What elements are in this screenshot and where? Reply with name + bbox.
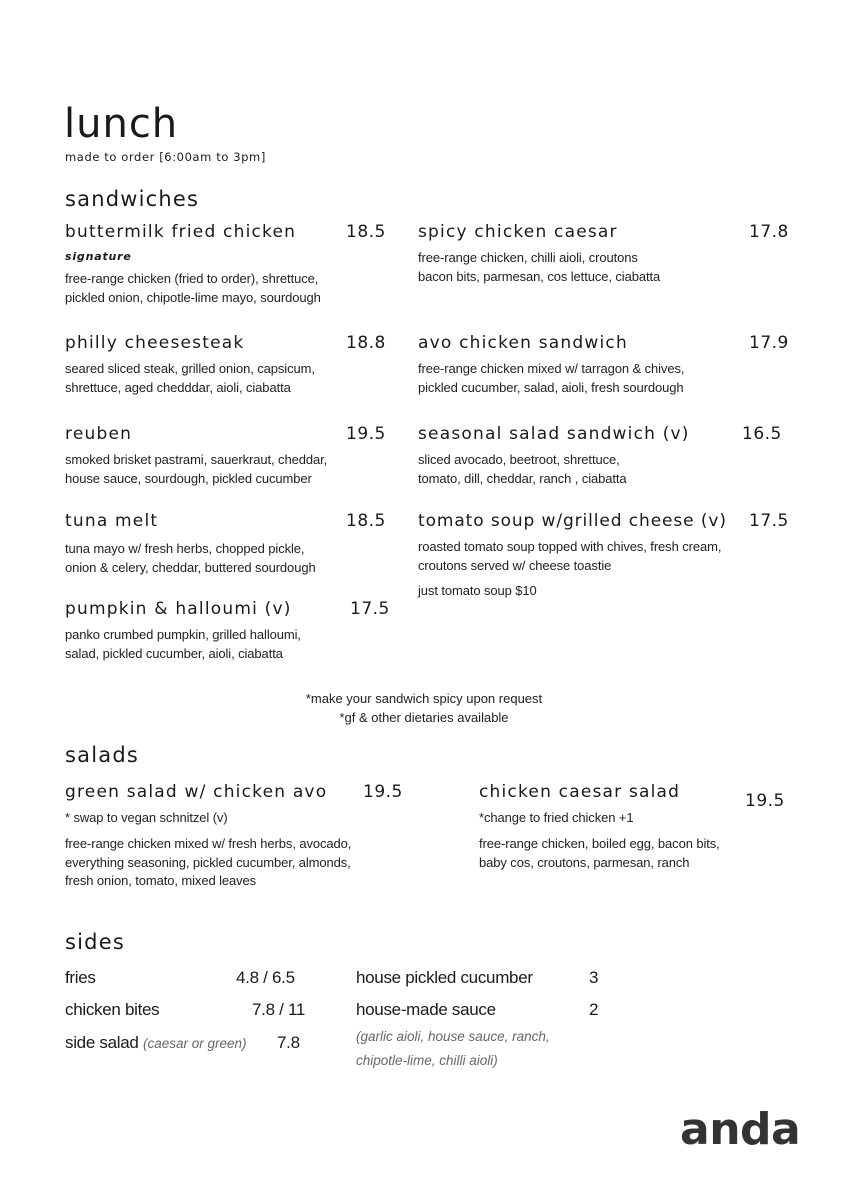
item-price: 16.5 [742, 424, 782, 444]
side-price: 7.8 / 11 [252, 1000, 306, 1019]
side-price: 3 [589, 968, 599, 987]
item-price: 19.5 [363, 782, 403, 802]
sauce-options: (garlic aioli, house sauce, ranch, chipotle-lime, chilli aioli) [356, 1029, 550, 1068]
item-price: 19.5 [745, 791, 785, 811]
item-price: 17.5 [749, 511, 789, 531]
item-price: 19.5 [346, 424, 386, 444]
item-description: tuna mayo w/ fresh herbs, chopped pickle, onion & celery, cheddar, buttered sourdough [65, 541, 316, 575]
side-name: house pickled cucumber [356, 968, 533, 987]
item-description: seared sliced steak, grilled onion, capsicum, shrettuce, aged chedddar, aioli, ciabatta [65, 361, 315, 395]
sandwiches-heading: sandwiches [65, 187, 200, 211]
side-name: chicken bites [65, 1000, 160, 1019]
item-description: panko crumbed pumpkin, grilled halloumi, salad, pickled cucumber, aioli, ciabatta [65, 627, 301, 661]
item-description: free-range chicken mixed w/ tarragon & chives, pickled cucumber, salad, aioli, fresh sourdough [418, 361, 685, 395]
item-description: free-range chicken, chilli aioli, croutons bacon bits, parmesan, cos lettuce, ciabatta [418, 250, 661, 284]
item-description: free-range chicken (fried to order), shrettuce, pickled onion, chipotle-lime mayo, sourdough [65, 271, 321, 305]
sandwich-note: *make your sandwich spicy upon request [305, 691, 543, 706]
item-name: seasonal salad sandwich (v) [418, 424, 690, 444]
item-description: free-range chicken mixed w/ fresh herbs, avocado, everything seasoning, pickled cucumber, almonds, fresh onion, tomato, mixed leaves [65, 836, 352, 888]
item-description: smoked brisket pastrami, sauerkraut, cheddar, house sauce, sourdough, pickled cucumber [65, 452, 328, 486]
brand-logo: anda [680, 1104, 801, 1155]
page-title: lunch [64, 101, 179, 147]
item-extra-option: just tomato soup $10 [418, 583, 537, 598]
side-item [65, 1033, 247, 1053]
side-price: 7.8 [277, 1033, 300, 1052]
item-name: reuben [65, 424, 133, 444]
item-description: free-range chicken, boiled egg, bacon bits, baby cos, croutons, parmesan, ranch [479, 836, 720, 870]
item-name: spicy chicken caesar [418, 222, 618, 242]
sandwich-note: *gf & other dietaries available [339, 710, 509, 725]
item-price: 18.8 [346, 333, 386, 353]
item-price: 18.5 [346, 222, 386, 242]
item-name: buttermilk fried chicken [65, 222, 297, 242]
side-option: (caesar or green) [143, 1036, 247, 1051]
opening-hours: made to order [6:00am to 3pm] [65, 150, 266, 164]
side-name: house-made sauce [356, 1000, 496, 1019]
signature-tag: signature [65, 250, 132, 263]
item-name: tuna melt [65, 511, 159, 531]
item-description: sliced avocado, beetroot, shrettuce, tomato, dill, cheddar, ranch , ciabatta [418, 452, 627, 486]
item-name: tomato soup w/grilled cheese (v) [418, 511, 727, 531]
item-description: roasted tomato soup topped with chives, fresh cream, croutons served w/ cheese toastie [418, 539, 722, 573]
item-note: * swap to vegan schnitzel (v) [65, 810, 228, 825]
side-price: 2 [589, 1000, 599, 1019]
side-name: side salad [65, 1033, 139, 1052]
item-price: 17.8 [749, 222, 789, 242]
side-name: fries [65, 968, 96, 987]
item-name: philly cheesesteak [65, 333, 245, 353]
item-price: 17.5 [350, 599, 390, 619]
sides-heading: sides [65, 930, 125, 954]
item-price: 17.9 [749, 333, 789, 353]
item-note: *change to fried chicken +1 [479, 810, 634, 825]
item-name: chicken caesar salad [479, 782, 681, 802]
item-name: green salad w/ chicken avo [65, 782, 328, 802]
side-price: 4.8 / 6.5 [236, 968, 295, 987]
salads-heading: salads [65, 743, 139, 767]
item-name: avo chicken sandwich [418, 333, 628, 353]
item-name: pumpkin & halloumi (v) [65, 599, 292, 619]
item-price: 18.5 [346, 511, 386, 531]
